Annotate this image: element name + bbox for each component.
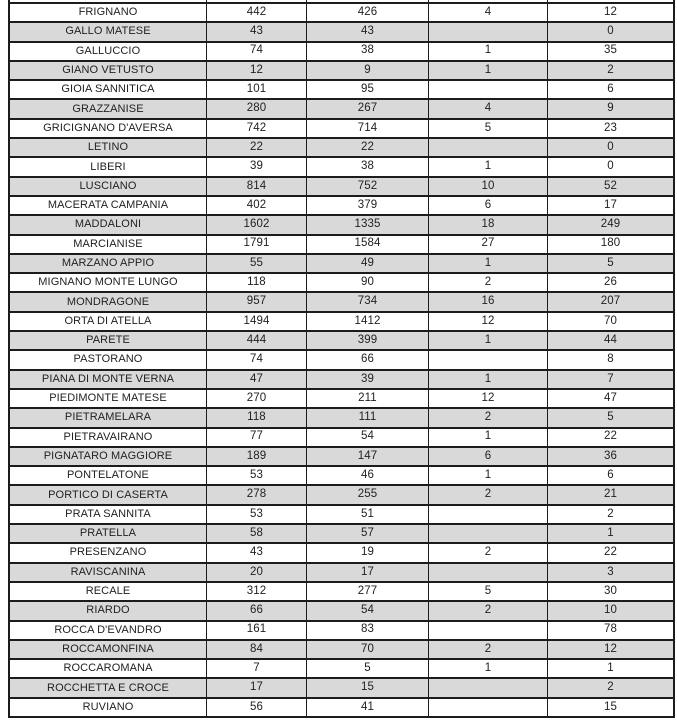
table-cell: [207, 0, 307, 2]
value-cell-3: [429, 506, 548, 523]
value-cell-2: 9: [307, 62, 429, 79]
municipality-name-cell: GRICIGNANO D'AVERSA: [10, 120, 207, 137]
table-row: [10, 332, 673, 351]
value-cell-2: 51: [307, 506, 429, 523]
municipality-name-cell: PRATELLA: [10, 525, 207, 542]
municipality-name-cell: RUVIANO: [10, 699, 207, 716]
value-cell-2: 38: [307, 158, 429, 175]
municipality-name-cell: GALLUCCIO: [10, 43, 207, 60]
value-cell-2: 1335: [307, 216, 429, 233]
value-cell-4: 7: [607, 372, 614, 385]
value-cell-3: 1: [429, 332, 548, 349]
value-cell-4: 35: [604, 44, 617, 57]
table-cell: [429, 0, 548, 2]
value-cell-1: 189: [207, 448, 307, 465]
value-cell-3: [429, 622, 548, 639]
municipality-name-cell: PONTELATONE: [10, 467, 207, 484]
table-row: [10, 351, 673, 370]
table-row: [10, 660, 673, 679]
municipality-name-cell: RAVISCANINA: [10, 564, 207, 581]
value-cell-2: 255: [307, 486, 429, 503]
municipality-name-cell: MADDALONI: [10, 216, 207, 233]
municipality-name-cell: PIETRAMELARA: [10, 409, 207, 426]
value-cell-1: 77: [207, 429, 307, 446]
table-row: [10, 81, 673, 100]
value-cell-3: 1: [429, 43, 548, 60]
value-cell-2: 734: [307, 293, 429, 310]
value-cell-4: 22: [604, 430, 617, 443]
municipality-name-cell: LUSCIANO: [10, 178, 207, 195]
table-row: [10, 197, 673, 216]
value-cell-3: [429, 699, 548, 716]
value-cell-4: 5: [607, 411, 614, 424]
municipality-name-cell: PARETE: [10, 332, 207, 349]
value-cell-2: 111: [307, 409, 429, 426]
municipality-name-cell: ORTA DI ATELLA: [10, 313, 207, 330]
table-row: [10, 506, 673, 525]
value-cell-4: 8: [607, 353, 614, 366]
value-cell-1: 66: [207, 602, 307, 619]
municipality-name-cell: MONDRAGONE: [10, 293, 207, 310]
table-row: [10, 43, 673, 62]
value-cell-2: 147: [307, 448, 429, 465]
value-cell-4: 52: [604, 179, 617, 192]
value-cell-3: [429, 23, 548, 40]
municipality-name-cell: MACERATA CAMPANIA: [10, 197, 207, 214]
value-cell-2: 43: [307, 23, 429, 40]
value-cell-1: 280: [207, 100, 307, 117]
value-cell-1: 1791: [207, 236, 307, 253]
value-cell-3: 18: [429, 216, 548, 233]
value-cell-4: 30: [604, 584, 617, 597]
value-cell-3: 4: [429, 100, 548, 117]
table-row: [10, 564, 673, 583]
municipality-name-cell: PRATA SANNITA: [10, 506, 207, 523]
value-cell-4: 22: [604, 546, 617, 559]
value-cell-1: 53: [207, 506, 307, 523]
value-cell-4: 23: [604, 121, 617, 134]
table-row: [10, 23, 673, 42]
value-cell-4: 5: [607, 256, 614, 269]
value-cell-2: 41: [307, 699, 429, 716]
municipality-name-cell: PIANA DI MONTE VERNA: [10, 371, 207, 388]
value-cell-4: 3: [607, 565, 614, 578]
municipality-name-cell: PIETRAVAIRANO: [10, 429, 207, 446]
value-cell-4: 0: [607, 25, 614, 38]
table-row: [10, 467, 673, 486]
table-row: [10, 216, 673, 235]
value-cell-3: 2: [429, 409, 548, 426]
table-row: [10, 544, 673, 563]
value-cell-1: 1494: [207, 313, 307, 330]
value-cell-4: 6: [607, 83, 614, 96]
value-cell-2: 752: [307, 178, 429, 195]
municipality-name-cell: ROCCA D'EVANDRO: [10, 622, 207, 639]
municipality-name-cell: GALLO MATESE: [10, 23, 207, 40]
value-cell-4: 12: [604, 5, 617, 18]
value-cell-2: 399: [307, 332, 429, 349]
municipality-name-cell: GIANO VETUSTO: [10, 62, 207, 79]
table-row: [10, 255, 673, 274]
value-cell-3: 6: [429, 197, 548, 214]
value-cell-3: 1: [429, 467, 548, 484]
value-cell-2: 83: [307, 622, 429, 639]
value-cell-2: 57: [307, 525, 429, 542]
municipality-name-cell: ROCCAMONFINA: [10, 641, 207, 658]
value-cell-2: 66: [307, 351, 429, 368]
municipality-name-cell: MARCIANISE: [10, 236, 207, 253]
value-cell-1: 56: [207, 699, 307, 716]
value-cell-1: 53: [207, 467, 307, 484]
value-cell-2: 46: [307, 467, 429, 484]
value-cell-2: 5: [307, 660, 429, 677]
value-cell-1: 118: [207, 274, 307, 291]
value-cell-2: 17: [307, 564, 429, 581]
value-cell-1: 58: [207, 525, 307, 542]
municipality-name-cell: ROCCAROMANA: [10, 660, 207, 677]
table-row: [10, 699, 673, 718]
value-cell-1: 278: [207, 486, 307, 503]
value-cell-3: 2: [429, 544, 548, 561]
table-row: [10, 429, 673, 448]
value-cell-3: 5: [429, 120, 548, 137]
municipality-name-cell: RIARDO: [10, 602, 207, 619]
table-row: [10, 4, 673, 23]
table-row: [10, 448, 673, 467]
value-cell-4: 26: [604, 276, 617, 289]
value-cell-1: 12: [207, 62, 307, 79]
municipality-name-cell: LIBERI: [10, 158, 207, 175]
value-cell-1: 20: [207, 564, 307, 581]
value-cell-4: 47: [604, 391, 617, 404]
value-cell-4: 2: [607, 681, 614, 694]
value-cell-2: 1412: [307, 313, 429, 330]
municipality-name-cell: PIGNATARO MAGGIORE: [10, 448, 207, 465]
table-row: [10, 622, 673, 641]
value-cell-2: 95: [307, 81, 429, 98]
municipality-name-cell: GIOIA SANNITICA: [10, 81, 207, 98]
value-cell-2: 211: [307, 390, 429, 407]
value-cell-2: 49: [307, 255, 429, 272]
table-row: [10, 486, 673, 505]
value-cell-3: [429, 564, 548, 581]
value-cell-4: 2: [607, 63, 614, 76]
municipality-table: [8, 0, 675, 718]
value-cell-4: 21: [604, 488, 617, 501]
municipality-name-cell: PRESENZANO: [10, 544, 207, 561]
value-cell-4: 0: [607, 160, 614, 173]
table-row: [10, 178, 673, 197]
value-cell-1: 814: [207, 178, 307, 195]
value-cell-4: 12: [604, 642, 617, 655]
value-cell-2: 15: [307, 679, 429, 696]
municipality-name-cell: MIGNANO MONTE LUNGO: [10, 274, 207, 291]
value-cell-4: 1: [607, 526, 614, 539]
table-cell: [548, 0, 673, 2]
table-row: [10, 236, 673, 255]
value-cell-3: 1: [429, 255, 548, 272]
municipality-name-cell: FRIGNANO: [10, 4, 207, 21]
value-cell-1: 74: [207, 43, 307, 60]
value-cell-4: 180: [600, 237, 621, 250]
table-cell: [307, 0, 429, 2]
value-cell-4: 78: [604, 623, 617, 636]
value-cell-3: 2: [429, 486, 548, 503]
value-cell-2: 54: [307, 429, 429, 446]
value-cell-4: 44: [604, 333, 617, 346]
value-cell-3: 1: [429, 429, 548, 446]
value-cell-1: 957: [207, 293, 307, 310]
municipality-name-cell: ROCCHETTA E CROCE: [10, 679, 207, 696]
value-cell-3: 10: [429, 178, 548, 195]
value-cell-3: [429, 351, 548, 368]
value-cell-1: 444: [207, 332, 307, 349]
table-row: [10, 274, 673, 293]
municipality-name-cell: RECALE: [10, 583, 207, 600]
municipality-name-cell: PASTORANO: [10, 351, 207, 368]
table-cell: [10, 0, 207, 2]
value-cell-1: 742: [207, 120, 307, 137]
value-cell-2: 22: [307, 139, 429, 156]
value-cell-3: 6: [429, 448, 548, 465]
value-cell-1: 39: [207, 158, 307, 175]
municipality-name-cell: LETINO: [10, 139, 207, 156]
table-row: [10, 120, 673, 139]
value-cell-4: 70: [604, 314, 617, 327]
value-cell-1: 84: [207, 641, 307, 658]
value-cell-4: 17: [604, 198, 617, 211]
table-row: [10, 390, 673, 409]
table-row: [10, 100, 673, 119]
value-cell-1: 270: [207, 390, 307, 407]
value-cell-1: 22: [207, 139, 307, 156]
municipality-name-cell: MARZANO APPIO: [10, 255, 207, 272]
value-cell-4: 6: [607, 469, 614, 482]
value-cell-3: 1: [429, 660, 548, 677]
value-cell-3: 2: [429, 602, 548, 619]
value-cell-2: 70: [307, 641, 429, 658]
value-cell-1: 442: [207, 4, 307, 21]
value-cell-3: 2: [429, 274, 548, 291]
value-cell-3: [429, 679, 548, 696]
table-row: [10, 313, 673, 332]
value-cell-3: 1: [429, 158, 548, 175]
value-cell-1: 17: [207, 679, 307, 696]
table-row: [10, 679, 673, 698]
value-cell-3: 4: [429, 4, 548, 21]
value-cell-3: 5: [429, 583, 548, 600]
value-cell-4: 1: [607, 661, 614, 674]
table-row: [10, 602, 673, 621]
value-cell-1: 55: [207, 255, 307, 272]
value-cell-4: 2: [607, 507, 614, 520]
value-cell-1: 118: [207, 409, 307, 426]
value-cell-3: 12: [429, 313, 548, 330]
value-cell-2: 39: [307, 371, 429, 388]
value-cell-4: 249: [600, 218, 621, 231]
value-cell-1: 161: [207, 622, 307, 639]
table-body: [10, 4, 673, 718]
table-row: [10, 525, 673, 544]
value-cell-1: 47: [207, 371, 307, 388]
value-cell-1: 43: [207, 23, 307, 40]
table-row: [10, 62, 673, 81]
value-cell-4: 9: [607, 102, 614, 115]
value-cell-2: 714: [307, 120, 429, 137]
value-cell-2: 19: [307, 544, 429, 561]
value-cell-2: 277: [307, 583, 429, 600]
value-cell-3: [429, 139, 548, 156]
value-cell-3: 2: [429, 641, 548, 658]
value-cell-2: 54: [307, 602, 429, 619]
table-row: [10, 409, 673, 428]
table-row: [10, 158, 673, 177]
value-cell-2: 38: [307, 43, 429, 60]
value-cell-4: 10: [604, 604, 617, 617]
value-cell-2: 90: [307, 274, 429, 291]
value-cell-1: 7: [207, 660, 307, 677]
table-row: [10, 371, 673, 390]
value-cell-4: 15: [604, 700, 617, 713]
table-row: [10, 641, 673, 660]
table-row: [10, 139, 673, 158]
municipality-name-cell: PIEDIMONTE MATESE: [10, 390, 207, 407]
value-cell-3: 12: [429, 390, 548, 407]
value-cell-3: 1: [429, 62, 548, 79]
table-row: [10, 583, 673, 602]
value-cell-2: 426: [307, 4, 429, 21]
value-cell-4: 0: [607, 140, 614, 153]
value-cell-1: 43: [207, 544, 307, 561]
value-cell-2: 379: [307, 197, 429, 214]
municipality-name-cell: PORTICO DI CASERTA: [10, 486, 207, 503]
value-cell-3: [429, 81, 548, 98]
value-cell-1: 1602: [207, 216, 307, 233]
value-cell-3: [429, 525, 548, 542]
municipality-name-cell: GRAZZANISE: [10, 100, 207, 117]
value-cell-1: 402: [207, 197, 307, 214]
value-cell-4: 36: [604, 449, 617, 462]
value-cell-3: 16: [429, 293, 548, 310]
value-cell-2: 1584: [307, 236, 429, 253]
value-cell-1: 101: [207, 81, 307, 98]
value-cell-1: 74: [207, 351, 307, 368]
value-cell-1: 312: [207, 583, 307, 600]
value-cell-3: 27: [429, 236, 548, 253]
table-row: [10, 293, 673, 312]
value-cell-3: 1: [429, 371, 548, 388]
value-cell-4: 207: [600, 295, 621, 308]
value-cell-2: 267: [307, 100, 429, 117]
